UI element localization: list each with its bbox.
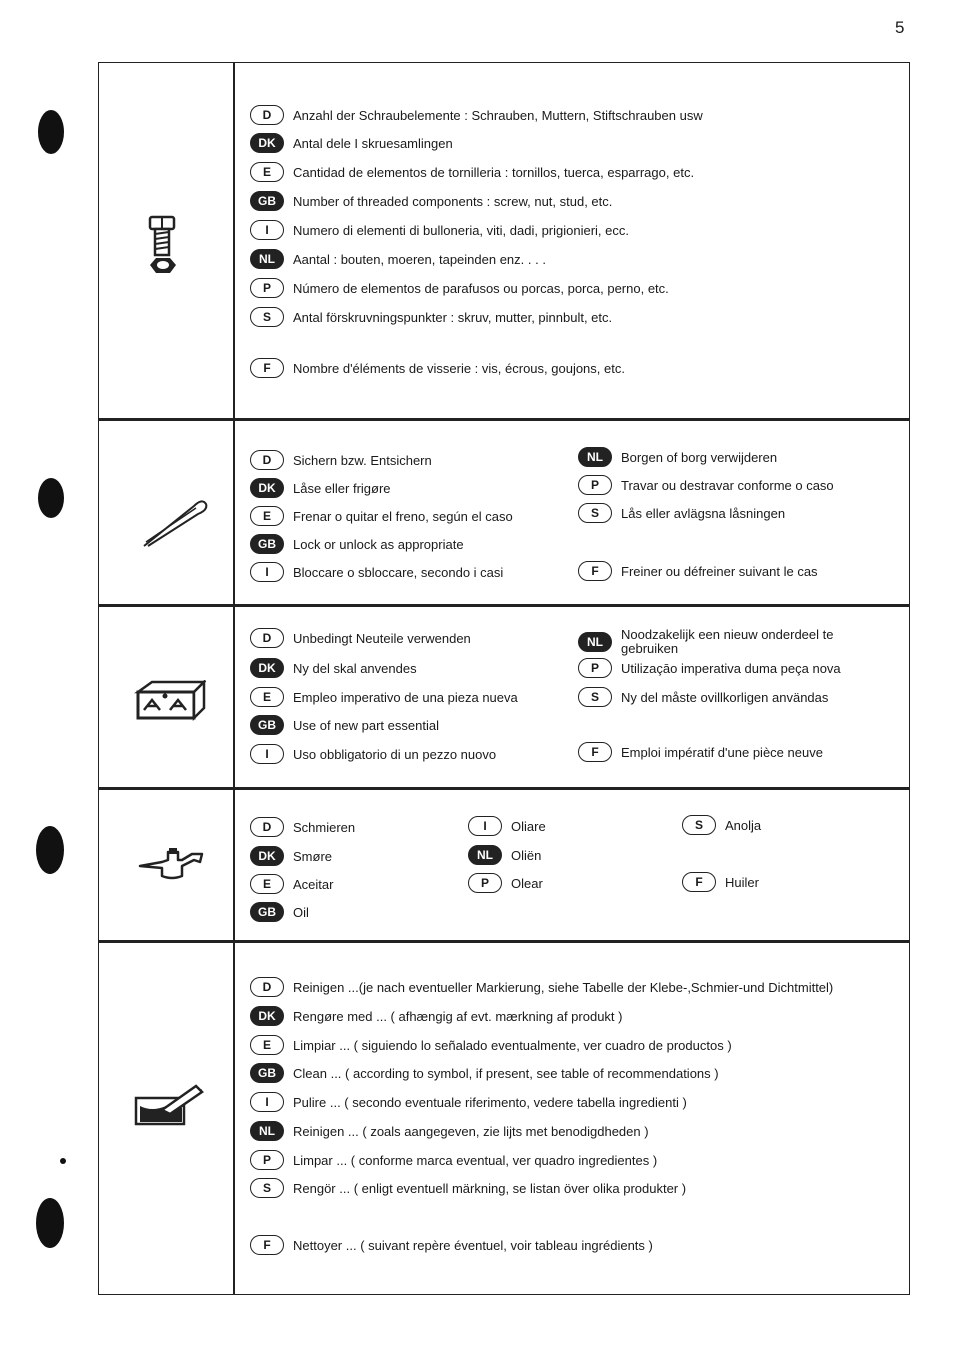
entry-text: Utilizaçāo imperativa duma peça nova [621,660,841,676]
entry-text: Emploi impératif d'une pièce neuve [621,744,823,760]
split-pin-icon [140,494,210,550]
brush-tray-icon [132,1082,208,1128]
language-code-badge: DK [250,658,284,678]
clean-entry-dk [250,1006,622,1026]
language-code-badge: P [578,658,612,678]
row-divider [98,787,910,790]
entry-text: Empleo imperativo de una pieza nueva [293,689,518,705]
language-code-badge: I [250,562,284,582]
row-divider [98,604,910,607]
language-code-badge: I [250,1092,284,1112]
threaded-components-entry-i [250,220,629,240]
threaded-components-entry-d [250,105,703,125]
clean-entry-gb [250,1063,719,1083]
lubricate-entry-d [250,817,355,837]
language-code-badge: D [250,105,284,125]
entry-text: Sichern bzw. Entsichern [293,452,432,468]
binder-hole [38,110,64,154]
clean-entry-nl [250,1121,649,1141]
language-code-badge: P [578,475,612,495]
threaded-components-entry-p [250,278,669,298]
lubricate-entry-dk [250,846,332,866]
lubricate-entry-s [682,815,761,835]
lock-unlock-entry-p [578,475,834,495]
language-code-badge: S [578,687,612,707]
clean-entry-d [250,977,833,997]
entry-text: Schmieren [293,819,356,835]
new-part-entry-s [578,687,828,707]
language-code-badge: NL [250,1121,284,1141]
threaded-components-entry-nl [250,249,546,269]
entry-text: Number of threaded components : screw, nut, stud, etc. [293,193,613,209]
entry-text: Pulire ... ( secondo eventuale riferimento, vedere tabella ingredienti ) [293,1094,687,1110]
language-code-badge: F [250,1235,284,1255]
language-code-badge: GB [250,715,284,735]
language-code-badge: NL [578,447,612,467]
language-code-badge: P [250,1150,284,1170]
language-code-badge: NL [578,632,612,652]
entry-text: Rengör ... ( enligt eventuell märkning, se listan över olika produkter ) [293,1180,687,1196]
entry-text: Aceitar [293,876,334,892]
entry-text: Lås eller avlägsna låsningen [621,505,786,521]
entry-text: Antal förskruvningspunkter : skruv, mutter, pinnbult, etc. [293,309,613,325]
new-part-entry-i [250,744,496,764]
language-code-badge: S [682,815,716,835]
entry-text: Låse eller frigøre [293,480,391,496]
entry-text: Limpiar ... ( siguiendo lo señalado eventualmente, ver cuadro de productos ) [293,1037,732,1053]
binder-hole [60,1158,66,1164]
clean-entry-e [250,1035,732,1055]
entry-text: Uso obbligatorio di un pezzo nuovo [293,746,497,762]
language-code-badge: E [250,1035,284,1055]
language-code-badge: P [250,278,284,298]
entry-text: Lock or unlock as appropriate [293,536,464,552]
entry-text: Antal dele I skruesamlingen [293,135,453,151]
entry-text: Borgen of borg verwijderen [621,449,778,465]
language-code-badge: DK [250,478,284,498]
binder-hole [36,826,64,874]
entry-text: Clean ... ( according to symbol, if present, see table of recommendations ) [293,1065,719,1081]
entry-text: Use of new part essential [293,717,439,733]
row-divider [98,418,910,421]
entry-text: Bloccare o sbloccare, secondo i casi [293,564,504,580]
language-code-badge: DK [250,133,284,153]
entry-text: Oil [293,904,309,920]
language-code-badge: DK [250,846,284,866]
language-code-badge: E [250,506,284,526]
row-divider [98,940,910,943]
entry-text: Olear [511,875,543,891]
language-code-badge: D [250,628,284,648]
lock-unlock-entry-e [250,506,513,526]
entry-text: Anolja [725,817,762,833]
language-code-badge: GB [250,191,284,211]
bolt-nut-icon [144,215,184,285]
lubricate-entry-i [468,816,546,836]
entry-text: Oliën [511,847,542,863]
lock-unlock-entry-d [250,450,432,470]
new-part-entry-dk [250,658,417,678]
lock-unlock-entry-gb [250,534,464,554]
language-code-badge: E [250,162,284,182]
language-code-badge: E [250,687,284,707]
language-code-badge: D [250,817,284,837]
lock-unlock-entry-nl [578,447,777,467]
threaded-components-entry-f [250,358,625,378]
language-code-badge: F [578,561,612,581]
entry-text: Rengøre med ... ( afhængig af evt. mærkning af produkt ) [293,1008,623,1024]
entry-text: Nettoyer ... ( suivant repère éventuel, voir tableau ingrédients ) [293,1237,653,1253]
language-code-badge: D [250,977,284,997]
clean-entry-f [250,1235,653,1255]
new-part-entry-gb [250,715,439,735]
entry-text: Limpar ... ( conforme marca eventual, ver quadro ingredientes ) [293,1152,658,1168]
entry-text: Ny del skal anvendes [293,660,417,676]
entry-text: Freiner ou défreiner suivant le cas [621,563,818,579]
entry-text: Travar ou destravar conforme o caso [621,477,834,493]
page-number: 5 [895,18,905,37]
threaded-components-entry-dk [250,133,453,153]
clean-entry-i [250,1092,687,1112]
lubricate-entry-p [468,873,543,893]
language-code-badge: NL [250,249,284,269]
language-code-badge: D [250,450,284,470]
language-code-badge: E [250,874,284,894]
lubricate-entry-nl [468,845,541,865]
lock-unlock-entry-s [578,503,785,523]
new-part-entry-f [578,742,823,762]
entry-text: Unbedingt Neuteile verwenden [293,630,471,646]
column-divider [233,62,235,1295]
entry-text: Número de elementos de parafusos ou porcas, porca, perno, etc. [293,280,669,296]
entry-text: Cantidad de elementos de tornilleria : tornillos, tuerca, esparrago, etc. [293,164,695,180]
language-code-badge: GB [250,1063,284,1083]
threaded-components-entry-gb [250,191,612,211]
language-code-badge: I [468,816,502,836]
language-code-badge: GB [250,534,284,554]
entry-text: Reinigen ...(je nach eventueller Markierung, siehe Tabelle der Klebe-,Schmier-und Dichtmittel) [293,979,834,995]
entry-text: Oliare [511,818,546,834]
oil-can-icon [138,846,204,880]
language-code-badge: P [468,873,502,893]
clean-entry-s [250,1178,686,1198]
language-code-badge: I [250,220,284,240]
language-code-badge: F [578,742,612,762]
language-code-badge: S [578,503,612,523]
clean-entry-p [250,1150,657,1170]
threaded-components-entry-s [250,307,612,327]
language-code-badge: I [250,744,284,764]
new-part-entry-p [578,658,841,678]
new-part-box-icon [134,680,206,722]
language-code-badge: NL [468,845,502,865]
entry-text: Smøre [293,848,332,864]
lubricate-entry-f [682,872,759,892]
language-code-badge: S [250,307,284,327]
language-code-badge: S [250,1178,284,1198]
entry-text: Huiler [725,874,759,890]
binder-hole [38,478,64,518]
new-part-entry-d [250,628,471,648]
language-code-badge: F [682,872,716,892]
threaded-components-entry-e [250,162,694,182]
lock-unlock-entry-f [578,561,818,581]
new-part-entry-nl [578,628,861,656]
language-code-badge: GB [250,902,284,922]
entry-text: Ny del måste ovillkorligen användas [621,689,829,705]
entry-text: Reinigen ... ( zoals aangegeven, zie lijts met benodigdheden ) [293,1123,649,1139]
new-part-entry-e [250,687,518,707]
language-code-badge: DK [250,1006,284,1026]
lock-unlock-entry-i [250,562,503,582]
lubricate-entry-e [250,874,333,894]
entry-text: Aantal : bouten, moeren, tapeinden enz. . . . [293,251,546,267]
binder-hole [36,1198,64,1248]
entry-text: Nombre d'éléments de visserie : vis, écrous, goujons, etc. [293,360,625,376]
entry-text: Numero di elementi di bulloneria, viti, dadi, prigionieri, ecc. [293,222,629,238]
entry-text: Frenar o quitar el freno, según el caso [293,508,513,524]
language-code-badge: F [250,358,284,378]
entry-text: Noodzakelijk een nieuw onderdeel te gebruiken [621,627,834,656]
lubricate-entry-gb [250,902,309,922]
lock-unlock-entry-dk [250,478,391,498]
entry-text: Anzahl der Schraubelemente : Schrauben, Muttern, Stiftschrauben usw [293,107,703,123]
